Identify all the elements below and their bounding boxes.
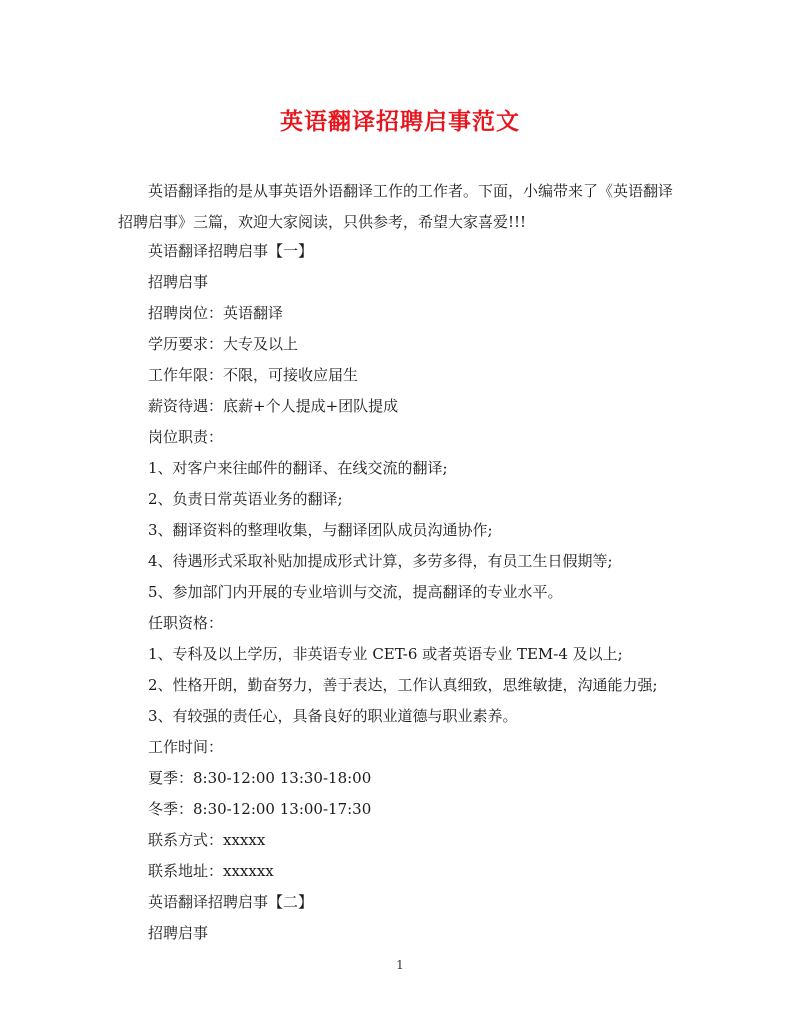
body-lines bbox=[148, 236, 708, 949]
body-line: 英语翻译招聘启事【一】 bbox=[148, 242, 314, 260]
body-line: 冬季：8:30-12:00 13:00-17:30 bbox=[148, 800, 372, 818]
body-line: 1、专科及以上学历，非英语专业 CET-6 或者英语专业 TEM-4 及以上; bbox=[148, 645, 623, 663]
body-line: 3、翻译资料的整理收集，与翻译团队成员沟通协作; bbox=[148, 521, 493, 539]
body-line: 联系方式：xxxxx bbox=[148, 831, 266, 849]
body-line: 任职资格： bbox=[148, 614, 224, 632]
body-line: 5、参加部门内开展的专业培训与交流，提高翻译的专业水平。 bbox=[148, 583, 563, 601]
body-line: 岗位职责： bbox=[148, 428, 224, 446]
body-line: 工作时间： bbox=[148, 738, 224, 756]
body-line: 1、对客户来往邮件的翻译、在线交流的翻译; bbox=[148, 459, 448, 477]
page-number: 1 bbox=[396, 958, 404, 972]
body-line: 薪资待遇：底薪+个人提成+团队提成 bbox=[148, 397, 399, 415]
body-line: 2、性格开朗，勤奋努力，善于表达，工作认真细致，思维敏捷，沟通能力强; bbox=[148, 676, 658, 694]
body-line: 工作年限：不限，可接收应届生 bbox=[148, 366, 359, 384]
body-line: 招聘岗位：英语翻译 bbox=[148, 304, 284, 322]
body-line: 招聘启事 bbox=[148, 273, 209, 291]
body-line: 英语翻译招聘启事【二】 bbox=[148, 893, 314, 911]
intro-paragraph: 英语翻译指的是从事英语外语翻译工作的工作者。下面，小编带来了《英语翻译招聘启事》三篇，欢迎大家阅读，只供参考，希望大家喜爱!!! bbox=[118, 182, 674, 231]
body-line: 2、负责日常英语业务的翻译; bbox=[148, 490, 343, 508]
document-title: 英语翻译招聘启事范文 bbox=[280, 108, 520, 135]
body-line: 4、待遇形式采取补贴加提成形式计算，多劳多得，有员工生日假期等; bbox=[148, 552, 613, 570]
body-line: 夏季：8:30-12:00 13:30-18:00 bbox=[148, 769, 372, 787]
body-line: 招聘启事 bbox=[148, 924, 209, 942]
body-line: 学历要求：大专及以上 bbox=[148, 335, 299, 353]
body-line: 联系地址：xxxxxx bbox=[148, 862, 274, 880]
body-line: 3、有较强的责任心，具备良好的职业道德与职业素养。 bbox=[148, 707, 518, 725]
